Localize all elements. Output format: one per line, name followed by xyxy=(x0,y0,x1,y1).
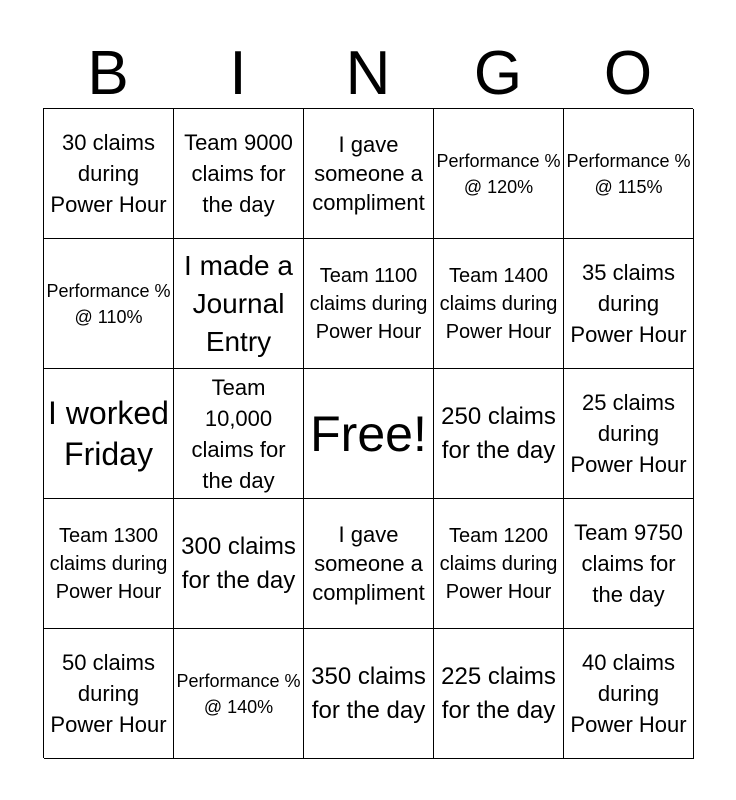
cell-text: 225 claims for the day xyxy=(441,662,556,724)
cell-text: I made a Journal Entry xyxy=(184,249,293,357)
cell-text: Performance % @ 120% xyxy=(436,150,561,197)
header-letter-b: B xyxy=(87,39,129,108)
bingo-cell xyxy=(564,499,694,629)
cell-text: Team 9750 claims for the day xyxy=(574,520,683,607)
cell-text: Performance % @ 115% xyxy=(566,150,691,197)
cell-text: 35 claims during Power Hour xyxy=(570,260,687,347)
bingo-cell xyxy=(174,109,304,239)
cell-text: Team 1400 claims during Power Hour xyxy=(439,264,558,343)
bingo-cell xyxy=(44,369,174,499)
cell-text: 40 claims during Power Hour xyxy=(570,650,687,737)
cell-text: Team 1200 claims during Power Hour xyxy=(439,524,558,603)
bingo-cell xyxy=(564,369,694,499)
cell-text: Performance % @ 140% xyxy=(176,670,301,717)
bingo-cell xyxy=(434,499,564,629)
bingo-cell xyxy=(304,629,434,759)
cell-text: 50 claims during Power Hour xyxy=(50,650,167,737)
bingo-cell xyxy=(304,239,434,369)
bingo-cell xyxy=(174,629,304,759)
cell-text: 350 claims for the day xyxy=(311,662,426,724)
cell-text: 30 claims during Power Hour xyxy=(50,130,167,217)
bingo-cell xyxy=(304,499,434,629)
bingo-cell xyxy=(434,369,564,499)
cell-text: Performance % @ 110% xyxy=(46,280,171,327)
cell-text: Team 1300 claims during Power Hour xyxy=(49,524,168,603)
header-letter-i: I xyxy=(229,39,247,108)
header-letter-n: N xyxy=(345,39,391,108)
bingo-cell xyxy=(434,629,564,759)
cell-text: 300 claims for the day xyxy=(181,532,296,594)
header-letter-g: G xyxy=(473,39,523,108)
free-space: Free! xyxy=(310,405,427,462)
bingo-cell xyxy=(44,629,174,759)
bingo-cell xyxy=(564,109,694,239)
bingo-cell xyxy=(434,109,564,239)
bingo-cell xyxy=(174,369,304,499)
bingo-cell xyxy=(564,239,694,369)
bingo-cell xyxy=(434,239,564,369)
bingo-grid xyxy=(43,108,693,758)
cell-text: Team 9000 claims for the day xyxy=(184,130,293,217)
bingo-cell xyxy=(304,109,434,239)
bingo-cell xyxy=(44,109,174,239)
bingo-cell xyxy=(44,239,174,369)
bingo-cell xyxy=(174,239,304,369)
bingo-cell xyxy=(174,499,304,629)
bingo-cell xyxy=(564,629,694,759)
cell-text: I worked Friday xyxy=(48,394,169,472)
cell-text: Team 10,000 claims for the day xyxy=(191,374,286,493)
cell-text: 25 claims during Power Hour xyxy=(570,390,687,477)
cell-text: Team 1100 claims during Power Hour xyxy=(309,264,428,343)
cell-text: I gave someone a compliment xyxy=(312,522,425,605)
bingo-header xyxy=(43,40,693,108)
bingo-cell xyxy=(44,499,174,629)
cell-text: I gave someone a compliment xyxy=(312,132,425,215)
cell-text: 250 claims for the day xyxy=(441,402,556,464)
header-letter-o: O xyxy=(603,39,653,108)
bingo-cell xyxy=(304,369,434,499)
